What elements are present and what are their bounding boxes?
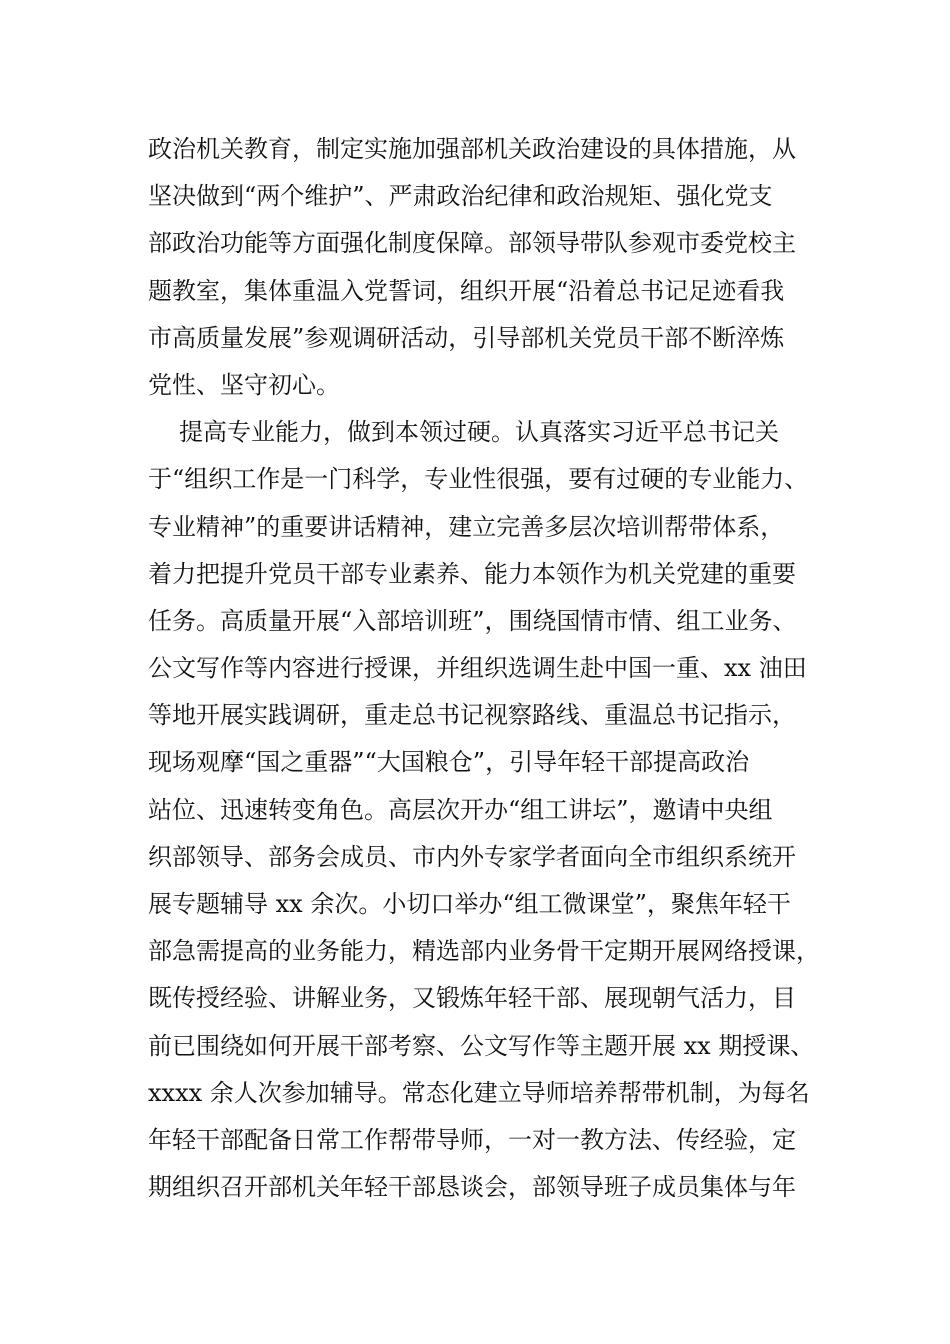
text-line: 现场观摩“国之重器”“大国粮仓”，引导年轻干部提高政治 [148,748,750,777]
text-line: 专业精神”的重要讲话精神，建立完善多层次培训帮带体系， [148,512,785,541]
text-line: 市高质量发展”参观调研活动，引导部机关党员干部不断淬炼 [148,323,785,352]
text-line: 年轻干部配备日常工作帮带导师，一对一教方法、传经验，定 [148,1125,796,1154]
text-line: 党性、坚守初心。 [148,370,340,399]
text-line: 等地开展实践调研，重走总书记视察路线、重温总书记指示， [148,701,796,730]
text-line: xxxx 余人次参加辅导。常态化建立导师培养帮带机制，为每名 [148,1078,810,1107]
text-line: 坚决做到“两个维护”、严肃政治纪律和政治规矩、强化党支 [148,182,773,211]
text-line: 政治机关教育，制定实施加强部机关政治建设的具体措施，从 [148,135,796,163]
text-line: 部急需提高的业务能力，精选部内业务骨干定期开展网络授课， [148,937,820,966]
text-line: 既传授经验、讲解业务，又锻炼年轻干部、展现朝气活力，目 [148,984,796,1013]
text-line: 期组织召开部机关年轻干部恳谈会，部领导班子成员集体与年 [148,1173,796,1202]
text-line: 公文写作等内容进行授课，并组织选调生赴中国一重、xx 油田 [148,654,807,683]
text-line: 任务。高质量开展“入部培训班”，围绕国情市情、组工业务、 [148,606,797,635]
text-line: 站位、迅速转变角色。高层次开办“组工讲坛”，邀请中央组 [148,795,773,824]
text-line: 题教室，集体重温入党誓词，组织开展“沿着总书记足迹看我 [148,276,785,305]
text-line: 前已围绕如何开展干部考察、公文写作等主题开展 xx 期授课、 [148,1031,815,1060]
body-text [148,126,848,1211]
text-line: 于“组织工作是一门科学，专业性很强，要有过硬的专业能力、 [148,465,809,494]
paragraph-first-line: 提高专业能力，做到本领过硬。认真落实习近平总书记关 [179,418,779,447]
text-line: 着力把提升党员干部专业素养、能力本领作为机关党建的重要 [148,559,796,588]
text-line: 展专题辅导 xx 余次。小切口举办“组工微课堂”，聚焦年轻干 [148,890,791,918]
text-line: 织部领导、部务会成员、市内外专家学者面向全市组织系统开 [148,842,796,871]
text-line: 部政治功能等方面强化制度保障。部领导带队参观市委党校主 [148,229,796,258]
